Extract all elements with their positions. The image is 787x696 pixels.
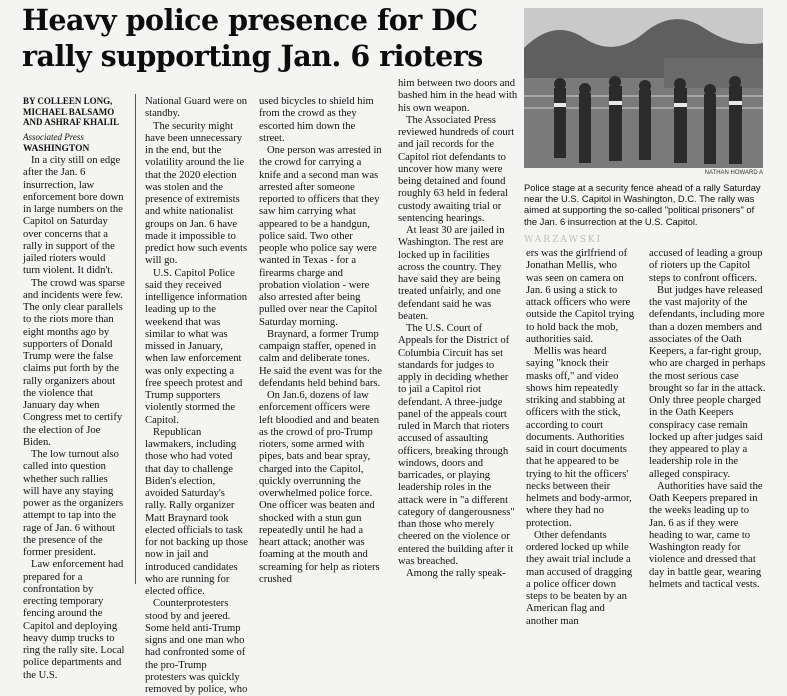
article-column-1 xyxy=(23,96,125,682)
article-column-3 xyxy=(259,96,382,586)
article-paragraph: On Jan.6, dozens of law enforcement officers were left bloodied and and beaten as the crowd of pro-Trump rioters, some armed with pipes, bats and bear spray, charged into the Capitol, quickly overrunning the overwhelmed police force. One officer was beaten and shocked with a stun gun repeatedly until he had a heart attack; another was foaming at the mouth and screaming for help as rioters crushed xyxy=(259,390,380,585)
column-rule xyxy=(135,94,136,584)
article-paragraph: Law enforcement had prepared for a confrontation by erecting temporary fencing around the Capitol and deploying heavy dump trucks to ring the rally site. Local police departments and the U.S. xyxy=(23,559,125,681)
headline: Heavy police presence for DC rally supporting Jan. 6 rioters xyxy=(22,3,483,73)
article-column-5 xyxy=(526,248,634,628)
article-paragraph: National Guard were on standby. xyxy=(145,96,248,120)
article-column-2 xyxy=(145,96,248,696)
article-paragraph: But judges have released the vast majority of the defendants, including more than a dozen members and associates of the Oath Keepers, a far-right group, who are charged in perhaps the most serious case brought so far in the attack. Only three people charged in the Oath Keepers conspiracy case remain locked up after judges said they appeared to play a leadership role in the alleged conspiracy. xyxy=(649,284,766,480)
article-paragraph: One person was arrested in the crowd for carrying a knife and a second man was arrested after someone reported to officers that they saw him carrying what appeared to be a handgun, police said. Two other people who police say were wanted in Texas - for a firearms charge and probation violation - were also arrested after being pulled over near the Capitol Saturday morning. xyxy=(259,145,382,328)
article-paragraph: The crowd was sparse and incidents were few. The only clear parallels to the riots more than eight months ago by supporters of Donald Trump were the false claims put forth by the rally organizers about the violence that January day when Congress met to certify the election of Joe Biden. xyxy=(23,277,125,448)
article-paragraph: At least 30 are jailed in Washington. The rest are locked up in facilities across the country. They have said they are being treated unfairly, and one defendant said he was beaten. xyxy=(398,225,505,322)
article-column-4 xyxy=(398,78,518,580)
article-paragraph: Other defendants ordered locked up while they await trial include a man accused of dragging a police officer down steps to be beaten by an American flag and another man xyxy=(526,529,633,627)
article-paragraph: Counterprotesters stood by and jeered. Some held anti-Trump signs and one man who had confronted some of the pro-Trump protesters was quickly removed by police, who xyxy=(145,598,248,695)
article-paragraph: The low turnout also called into question whether such rallies will have any staying power as the organizers attempt to tap into the rage of Jan. 6 without the presence of the former president. xyxy=(23,449,124,558)
news-photo xyxy=(524,8,763,168)
column-body xyxy=(259,96,382,586)
article-paragraph: him between two doors and bashed him in the head with his own weapon. xyxy=(398,78,518,114)
article-paragraph: ers was the girlfriend of Jonathan Mellis, who was seen on camera on Jan. 6 using a stick to attack officers who were outside the Capitol trying to hold back the mob, authorities said. xyxy=(526,248,634,345)
article-paragraph: Authorities have said the Oath Keepers prepared in the weeks leading up to Jan. 6 as if they were heading to war, came to Washington ready for violence and dressed that day in battle gear, wearing helmets and tactical vests. xyxy=(649,480,763,590)
column-body xyxy=(649,248,767,591)
article-paragraph: The U.S. Court of Appeals for the District of Columbia Circuit has set standards for judges to apply in deciding whether to jail a Capitol riot defendant. A three-judge panel of the appeals court ruled in March that rioters accused of assaulting officers, breaking through windows, doors and barricades, or playing leadership roles in the attack were in "a different category of dangerousness" than those who merely cheered on the violence or entered the building after it was breached. xyxy=(398,323,515,567)
column-body xyxy=(398,78,518,580)
photo-caption: Police stage at a security fence ahead of a rally Saturday near the U.S. Capitol in Washington, D.C. The rally was aimed at supporting the so-called "political prisoners" of the Jan. 6 insurrection at the U.S. Capitol. xyxy=(524,182,761,227)
article-paragraph: Mellis was heard saying "knock their masks off," and video shows him repeatedly striking and stabbing at officers with the stick, according to court documents. Authorities said in court documents that he appeared to be trying to hit the officers' necks between their helmets and body-armor, where they had no protection. xyxy=(526,346,632,529)
article-paragraph: Braynard, a former Trump campaign staffer, opened in calm and deliberate tones. He said the event was for the defendants held behind bars. xyxy=(259,328,382,389)
article-paragraph: In a city still on edge after the Jan. 6 insurrection, law enforcement bore down in large numbers on the Capitol on Saturday over concerns that a rally in support of the jailed rioters would turn violent. It didn't. xyxy=(23,155,124,277)
column-body xyxy=(145,96,248,696)
article-paragraph: used bicycles to shield him from the crowd as they escorted him down the street. xyxy=(259,96,374,144)
column-body xyxy=(526,248,634,628)
article-paragraph: The Associated Press reviewed hundreds of court and jail records for the Capitol riot defendants to uncover how many were being detained and found roughly 63 held in federal custody awaiting trial or sentencing hearings. xyxy=(398,114,515,224)
byline: BY COLLEEN LONG, MICHAEL BALSAMO AND ASHRAF KHALIL xyxy=(23,96,120,127)
police-fence-photo xyxy=(524,8,763,168)
agency-credit: Associated Press xyxy=(23,131,84,142)
dateline: WASHINGTON xyxy=(23,143,90,154)
article-column-6 xyxy=(649,248,767,591)
bleed-through-text: WARZAWSKI xyxy=(524,235,603,245)
article-paragraph: Among the rally speak- xyxy=(406,568,506,579)
column-body xyxy=(23,155,125,682)
article-paragraph: Republican lawmakers, including those who had voted that day to challenge Biden's election, avoided Saturday's rally. Rally organizer Matt Braynard took elected officials to task for not backing up those now in jail and introduced candidates who are running for elected office. xyxy=(145,426,248,597)
article-paragraph: U.S. Capitol Police said they received intelligence information leading up to the weekend that was similar to what was missed in January, when law enforcement was only expecting a free speech protest and Trump supporters violently stormed the Capitol. xyxy=(145,267,248,426)
article-paragraph: accused of leading a group of rioters up the Capitol steps to confront officers. xyxy=(649,248,763,284)
photo-credit: NATHAN HOWARD A xyxy=(704,170,763,176)
article-paragraph: The security might have been unnecessary in the end, but the volatility around the lie that the 2020 election was stolen and the presence of extremists and white nationalist groups on Jan. 6 have made it impossible to predict how such events will go. xyxy=(145,120,248,267)
